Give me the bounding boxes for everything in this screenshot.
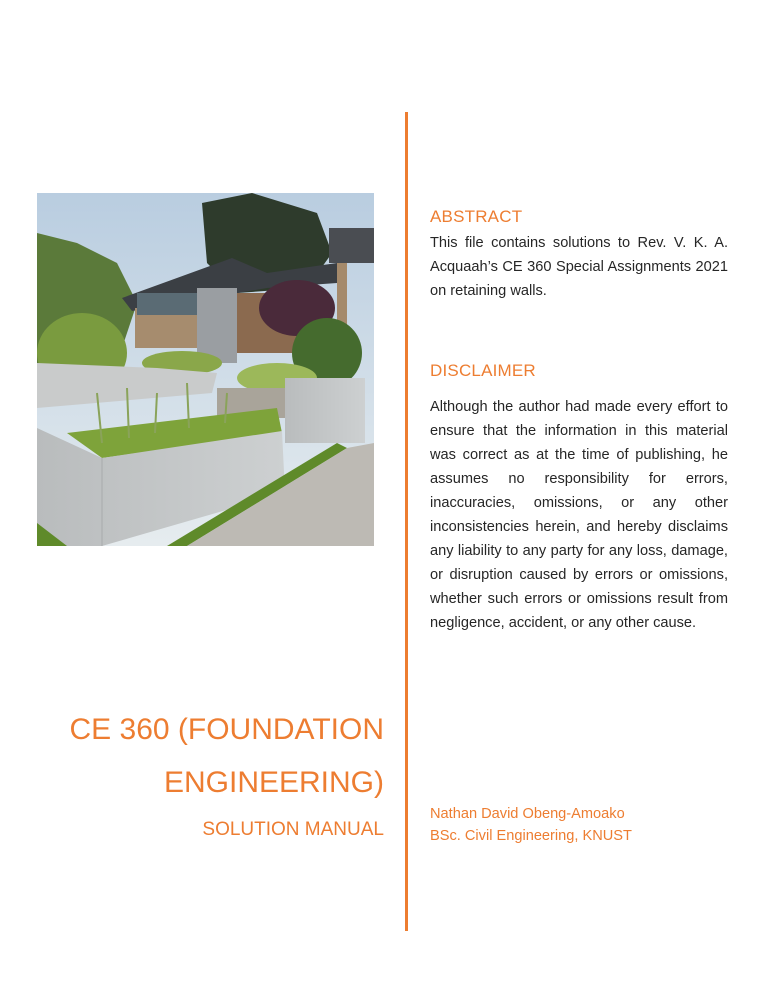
title-line-2: ENGINEERING)	[163, 766, 384, 799]
abstract-text: This file contains solutions to Rev. V. K. A. Acquaah’s CE 360 Special Assignments 2021 on retaining walls.	[430, 235, 728, 299]
title-line-1: CE 360 (FOUNDATION	[69, 713, 384, 746]
retaining-wall-photo-icon	[37, 193, 374, 546]
abstract-section	[430, 207, 728, 303]
vertical-divider	[405, 112, 408, 931]
document-title	[70, 708, 385, 843]
disclaimer-text: Although the author had made every effort to ensure that the information in this material was correct as at the time of publishing, he assumes no responsibility for errors, inaccuracies, omissions, or any other inconsistencies herein, and hereby disclaims any liability to any party for any loss, damage, or disruption caused by errors or omissions, whether such errors or omissions result from negligence, accident, or any other cause.	[430, 399, 728, 631]
document-subtitle: SOLUTION MANUAL	[202, 819, 384, 840]
abstract-heading: ABSTRACT	[430, 207, 523, 226]
author-block	[430, 803, 632, 847]
author-credential: BSc. Civil Engineering, KNUST	[430, 828, 632, 844]
disclaimer-heading: DISCLAIMER	[430, 361, 536, 380]
disclaimer-section	[430, 361, 728, 635]
cover-photo	[37, 193, 374, 546]
author-name: Nathan David Obeng-Amoako	[430, 806, 625, 822]
